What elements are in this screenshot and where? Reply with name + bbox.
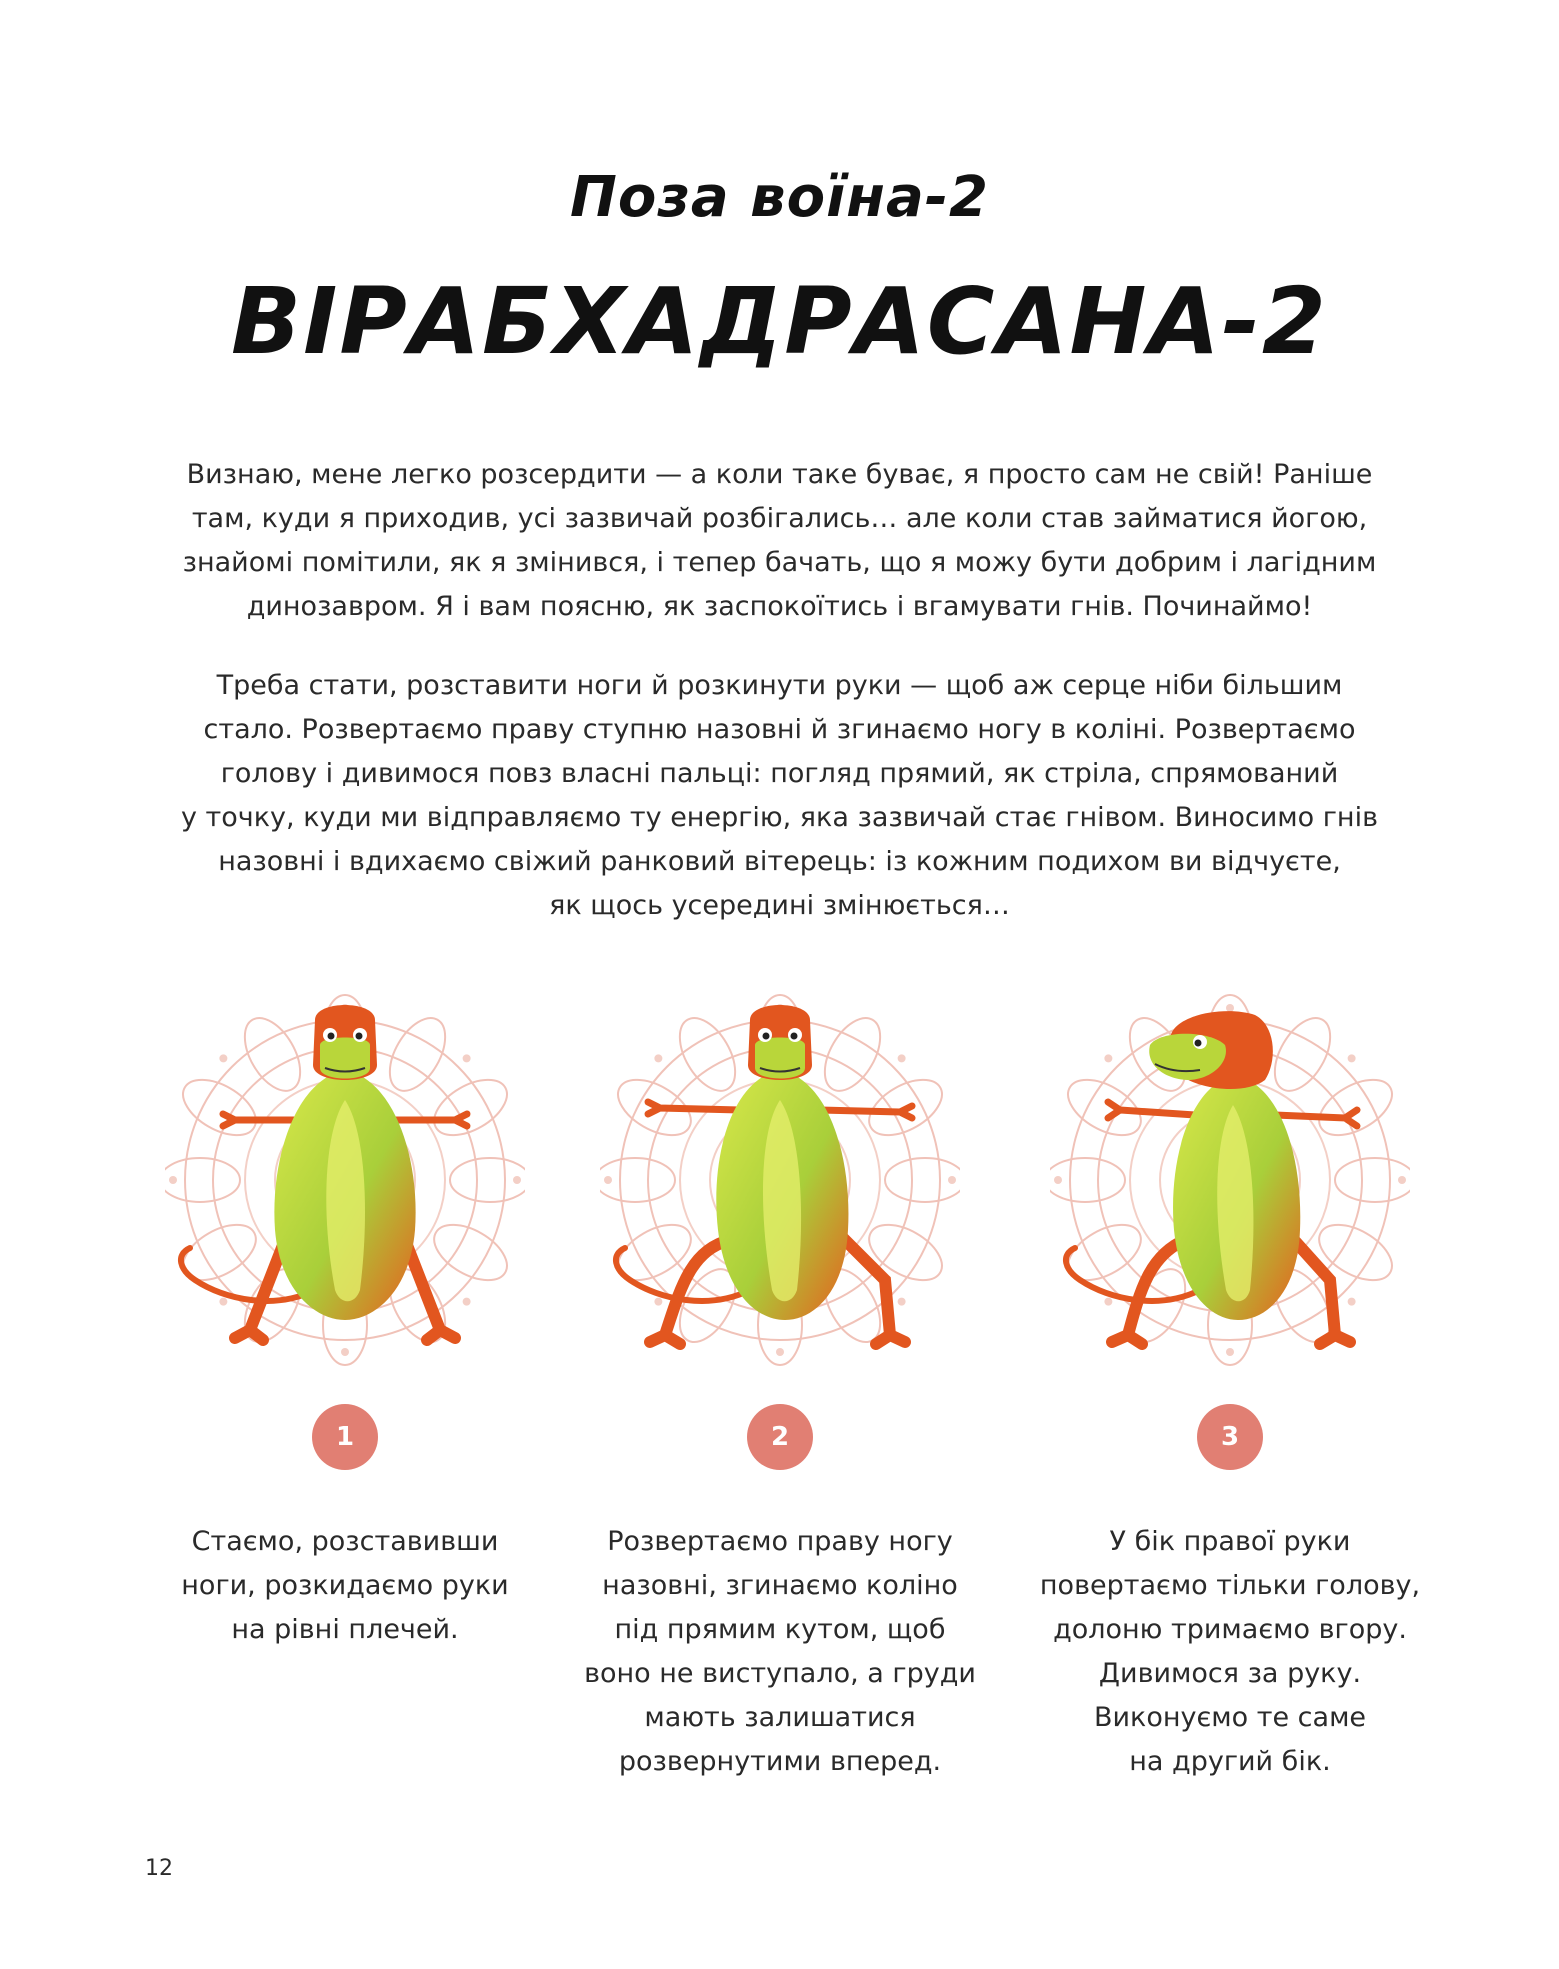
intro-line: Визнаю, мене легко розсердити — а коли таке буває, я просто сам не свій! Раніше [186, 459, 1373, 490]
step-line: ноги, розкидаємо руки [181, 1570, 509, 1601]
step-line: мають залишатися [644, 1702, 916, 1733]
step-number-badge: 1 [312, 1404, 378, 1470]
step-line: Дивимося за руку. [1098, 1658, 1362, 1689]
step-line: воно не виступало, а груди [584, 1658, 976, 1689]
pose-title: ВІРАБХАДРАСАНА-2 [231, 268, 1328, 375]
intro-line: знайомі помітили, як я змінився, і тепер бачать, що я можу бути добрим і лагідним [182, 547, 1377, 578]
instructions-line: Треба стати, розставити ноги й розкинути руки — щоб аж серце ніби більшим [216, 670, 1343, 701]
step-line: на рівні плечей. [231, 1614, 459, 1645]
step-line: долоню тримаємо вгору. [1053, 1614, 1407, 1645]
dinosaur-pose-3-illustration [1050, 990, 1410, 1370]
instructions-paragraph [150, 664, 1409, 928]
step-line: розвернутими вперед. [618, 1746, 942, 1777]
page-number: 12 [145, 1856, 173, 1881]
instructions-line: як щось усередині змінюється… [549, 890, 1010, 921]
step-line: під прямим кутом, щоб [614, 1614, 946, 1645]
intro-line: динозавром. Я і вам поясню, як заспокоїтись і вгамувати гнів. Починаймо! [246, 591, 1313, 622]
instructions-line: назовні і вдихаємо свіжий ранковий вітерець: із кожним подихом ви відчуєте, [218, 846, 1341, 877]
step-number-badge: 3 [1197, 1404, 1263, 1470]
step-number-badge: 2 [747, 1404, 813, 1470]
step-line: назовні, згинаємо коліно [602, 1570, 958, 1601]
step-line: Виконуємо те саме [1093, 1702, 1367, 1733]
dinosaur-pose-1-illustration [165, 990, 525, 1370]
step-description [145, 1520, 545, 1652]
instructions-line: стало. Розвертаємо праву ступню назовні й згинаємо ногу в коліні. Розвертаємо [203, 714, 1356, 745]
step-line: Розвертаємо праву ногу [607, 1526, 953, 1557]
step-description [1030, 1520, 1430, 1784]
intro-paragraph [150, 453, 1409, 629]
step-line: на другий бік. [1129, 1746, 1331, 1777]
instructions-line: голову і дивимося повз власні пальці: погляд прямий, як стріла, спрямований [220, 758, 1339, 789]
step-line: повертаємо тільки голову, [1039, 1570, 1421, 1601]
step-line: У бік правої руки [1109, 1526, 1351, 1557]
pose-subtitle: Поза воїна-2 [570, 165, 989, 230]
dinosaur-pose-2-illustration [600, 990, 960, 1370]
step-line: Стаємо, розставивши [191, 1526, 499, 1557]
step-description [580, 1520, 980, 1784]
instructions-line: у точку, куди ми відправляємо ту енергію, яка зазвичай стає гнівом. Виносимо гнів [180, 802, 1378, 833]
intro-line: там, куди я приходив, усі зазвичай розбігались… але коли став займатися йогою, [191, 503, 1368, 534]
